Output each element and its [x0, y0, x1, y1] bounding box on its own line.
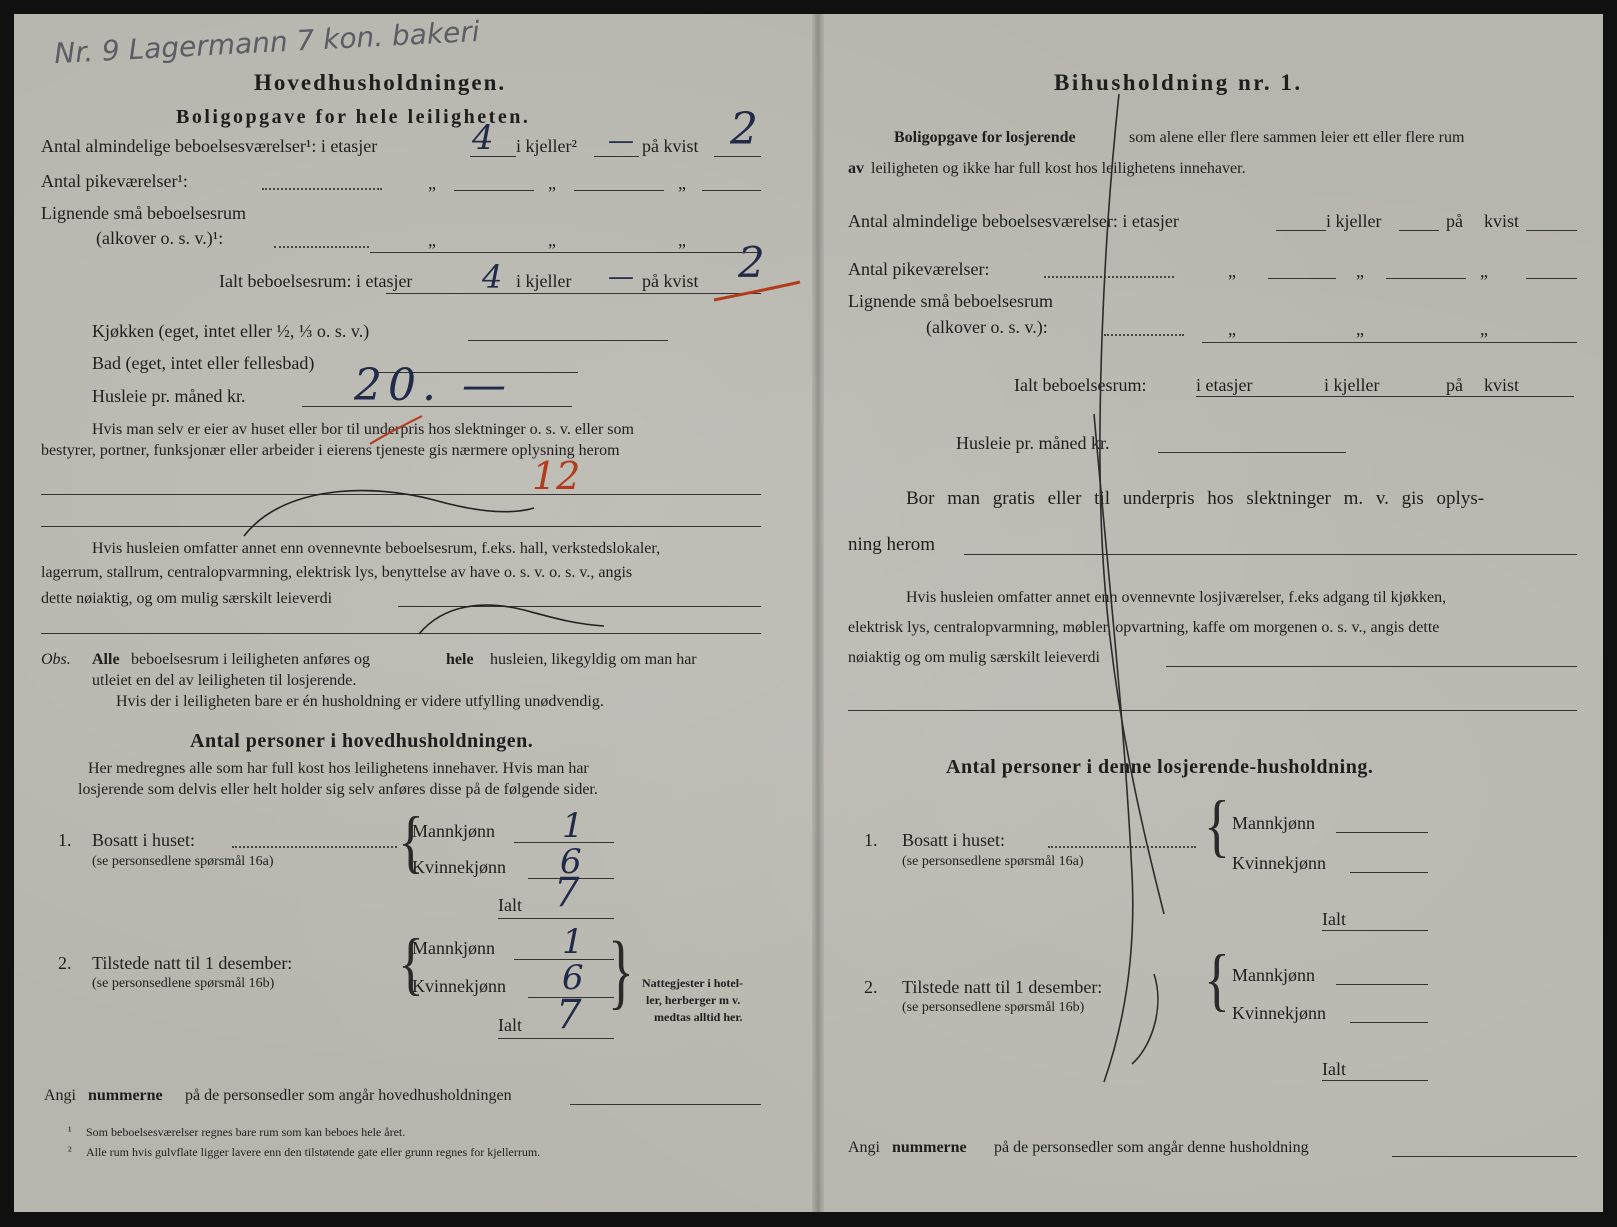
q2-label: Tilstede natt til 1 desember: — [92, 953, 293, 973]
q1-male-value: 1 — [562, 806, 584, 846]
q2-total-value: 7 — [556, 992, 582, 1038]
obs-label: Obs. — [41, 651, 71, 668]
ditto-mark: „ — [1228, 261, 1236, 281]
lodger-q1-brace: { — [1204, 786, 1230, 864]
obs-emphasis-all: Alle — [92, 651, 120, 668]
footnote1-mark: ¹ — [68, 1124, 72, 1138]
obs-text-a: beboelsesrum i leiligheten anføres og — [131, 651, 371, 668]
total-attic-label: på kvist — [642, 271, 699, 291]
q1-brace: { — [398, 802, 424, 880]
ditto-mark: „ — [1228, 319, 1236, 339]
lodger-q1-male-label: Mannkjønn — [1232, 813, 1315, 833]
lodger-q2-brace: { — [1204, 940, 1230, 1018]
guests-note-line2: ler, herberger m v. — [646, 993, 741, 1007]
lodger-total-cellar-label: i kjeller — [1324, 375, 1380, 395]
ditto-mark: „ — [428, 173, 436, 193]
includes-text-line1: Hvis husleien omfatter annet enn ovennevnte beboelsesrum, f.eks. hall, verkstedslokaler, — [92, 540, 661, 557]
lodger-curl-stroke — [1132, 974, 1158, 1064]
handwritten-strokes — [14, 14, 1603, 1212]
persons-text-line1: Her medregnes alle som har full kost hos leilighetens innehaver. Hvis man har — [88, 760, 589, 777]
q1-subnote: (se personsedlene spørsmål 16a) — [92, 854, 274, 869]
q1-female-value: 6 — [560, 842, 582, 882]
lodger-q2-female-label: Kvinnekjønn — [1232, 1003, 1326, 1023]
lodger-includes-line2: elektrisk lys, centralopvarmning, møbler, opvartning, kaffe om morgenen o. s. v., angis dette — [848, 619, 1440, 636]
lodger-rooms-label: Antal almindelige beboelsesværelser: i etasjer — [848, 211, 1179, 231]
guests-note-line3: medtas alltid her. — [654, 1010, 743, 1024]
q1-male-label: Mannkjønn — [412, 821, 495, 841]
q1-total-label: Ialt — [498, 895, 522, 915]
red-annotation-stroke — [370, 416, 422, 444]
obs-emphasis-whole: hele — [446, 651, 474, 668]
q2-subnote: (se personsedlene spørsmål 16b) — [92, 976, 275, 991]
q2-number: 2. — [58, 953, 72, 973]
lodger-intro-line2: leiligheten og ikke har full kost hos leilighetens innehaver. — [871, 160, 1246, 177]
rooms-cellar-value: — — [608, 126, 634, 156]
lodger-total-attic-label2: kvist — [1484, 375, 1520, 395]
owner-text-line2: bestyrer, portner, funksjonær eller arbeider i eierens tjeneste gis nærmere oplysning herom — [41, 442, 620, 459]
includes-text-line3: dette nøiaktig, og om mulig særskilt leieverdi — [41, 590, 333, 607]
rooms-attic-value: 2 — [730, 104, 758, 155]
q2-male-label: Mannkjønn — [412, 938, 495, 958]
lodger-intro-bold: Boligopgave for losjerende — [894, 129, 1076, 146]
numbers-text: på de personsedler som angår hovedhusholdningen — [185, 1087, 512, 1104]
q2-total-label: Ialt — [498, 1015, 522, 1035]
q1-number: 1. — [58, 830, 72, 850]
sub-household-title: Bihusholdning nr. 1. — [1054, 70, 1303, 95]
obs-text-b: husleien, likegyldig om man har — [490, 651, 697, 668]
q1-total-value: 7 — [554, 870, 580, 916]
main-household-title: Hovedhusholdningen. — [254, 70, 507, 95]
guests-brace: { — [608, 924, 634, 1018]
red-correction-stroke — [714, 282, 800, 300]
lodger-alcove-label: (alkover o. s. v.): — [926, 317, 1048, 337]
lodger-numbers-text: på de personsedler som angår denne husholdning — [994, 1139, 1309, 1156]
lodger-total-attic-label: på — [1446, 375, 1463, 395]
ditto-mark: „ — [678, 230, 686, 250]
lodger-q1-female-label: Kvinnekjønn — [1232, 853, 1326, 873]
total-floor-value: 4 — [482, 258, 503, 296]
q1-label: Bosatt i huset: — [92, 830, 195, 850]
footnote2: Alle rum hvis gulvflate ligger lavere enn den tilstøtende gate eller grunn regnes for kjellerrum. — [86, 1145, 541, 1159]
ditto-mark: „ — [1480, 261, 1488, 281]
ditto-mark: „ — [678, 173, 686, 193]
rooms-floor-value: 4 — [472, 118, 494, 158]
lodger-vertical-stroke — [1100, 94, 1164, 914]
q2-female-label: Kvinnekjønn — [412, 976, 506, 996]
footnote2-mark: ² — [68, 1144, 72, 1158]
q2-brace: { — [398, 924, 424, 1002]
lodger-rooms-attic-label2: kvist — [1484, 211, 1520, 231]
persons-text-line2: losjerende som delvis eller helt holder sig selv anføres disse på de følgende sider. — [78, 781, 598, 798]
q2-female-value: 6 — [562, 958, 584, 998]
lodger-free-line2: ning herom — [848, 534, 936, 555]
numbers-emphasis: nummerne — [88, 1087, 163, 1104]
lodger-rooms-cellar-label: i kjeller — [1326, 211, 1382, 231]
lodger-q2-label: Tilstede natt til 1 desember: — [902, 977, 1103, 997]
lodger-numbers-prefix: Angi — [848, 1139, 880, 1156]
lodger-maid-label: Antal pikeværelser: — [848, 259, 990, 279]
lodger-q2-male-label: Mannkjønn — [1232, 965, 1315, 985]
rooms-cellar-label: i kjeller² — [516, 136, 577, 156]
total-attic-value: 2 — [738, 238, 765, 287]
lodger-total-label: Ialt beboelsesrum: — [1014, 375, 1147, 395]
includes-strike-stroke — [419, 605, 604, 634]
guests-note-line1: Nattegjester i hotel- — [642, 976, 744, 990]
rooms-label: Antal almindelige beboelsesværelser¹: i etasjer — [41, 136, 378, 156]
lodger-rooms-attic-label: på — [1446, 211, 1463, 231]
total-cellar-label: i kjeller — [516, 271, 572, 291]
lodger-q1-label: Bosatt i huset: — [902, 830, 1005, 850]
handwritten-archive-note: Nr. 9 Lagermann 7 kon. bakeri — [53, 14, 481, 71]
alcove-label: (alkover o. s. v.)¹: — [96, 228, 224, 248]
ditto-mark: „ — [548, 230, 556, 250]
kitchen-label: Kjøkken (eget, intet eller ½, ⅓ o. s. v.) — [92, 321, 370, 341]
includes-text-line2: lagerrum, stallrum, centralopvarmning, elektrisk lys, benyttelse av have o. s. v. o. s. v., angis — [41, 564, 633, 581]
lodger-q1-number: 1. — [864, 830, 878, 850]
total-cellar-value: — — [608, 262, 634, 292]
ditto-mark: „ — [1480, 319, 1488, 339]
obs-text-line2: utleiet en del av leiligheten til losjerende. — [92, 672, 357, 689]
lodger-q2-total-label: Ialt — [1322, 1059, 1346, 1079]
ditto-mark: „ — [1356, 319, 1364, 339]
total-rooms-label: Ialt beboelsesrum: i etasjer — [219, 271, 413, 291]
lodger-q2-number: 2. — [864, 977, 878, 997]
lodger-q1-subnote: (se personsedlene spørsmål 16a) — [902, 854, 1084, 869]
lodger-rent-label: Husleie pr. måned kr. — [956, 433, 1110, 453]
lodger-numbers-emphasis: nummerne — [892, 1139, 967, 1156]
lodger-includes-line3: nøiaktig og om mulig særskilt leieverdi — [848, 649, 1100, 666]
census-form-sheet — [14, 14, 1603, 1212]
obs-text-line3: Hvis der i leiligheten bare er én husholdning er videre utfylling unødvendig. — [116, 693, 604, 710]
ditto-mark: „ — [1356, 261, 1364, 281]
rent-value: 20. — — [354, 360, 512, 411]
lodger-total-floor-label: i etasjer — [1196, 375, 1253, 395]
lodger-q2-subnote: (se personsedlene spørsmål 16b) — [902, 1000, 1085, 1015]
q2-male-value: 1 — [562, 922, 584, 962]
rent-label: Husleie pr. måned kr. — [92, 386, 246, 406]
lodger-free-line1: Bor man gratis eller til underpris hos slektninger m. v. gis oplys- — [906, 488, 1485, 509]
owner-strike-stroke — [244, 491, 534, 536]
rooms-attic-label: på kvist — [642, 136, 699, 156]
q1-female-label: Kvinnekjønn — [412, 857, 506, 877]
lodger-small-rooms-label: Lignende små beboelsesrum — [848, 291, 1053, 311]
owner-text-line1: Hvis man selv er eier av huset eller bor til underpris hos slektninger o. s. v. eller som — [92, 421, 634, 438]
numbers-prefix: Angi — [44, 1087, 76, 1104]
main-household-subtitle: Boligopgave for hele leiligheten. — [176, 106, 531, 128]
lodger-q1-total-label: Ialt — [1322, 909, 1346, 929]
maid-rooms-label: Antal pikeværelser¹: — [41, 171, 188, 191]
lodger-intro-av: av — [848, 160, 864, 177]
ditto-mark: „ — [428, 230, 436, 250]
footnote1: Som beboelsesværelser regnes bare rum som kan beboes hele året. — [86, 1125, 406, 1139]
small-rooms-label: Lignende små beboelsesrum — [41, 203, 246, 223]
owner-note-value: 12 — [532, 454, 581, 498]
lodger-intro-line1: som alene eller flere sammen leier ett eller flere rum — [1129, 129, 1465, 146]
lodger-persons-title: Antal personer i denne losjerende-husholdning. — [946, 756, 1374, 778]
persons-title: Antal personer i hovedhusholdningen. — [190, 730, 534, 752]
lodger-includes-line1: Hvis husleien omfatter annet enn ovennevnte losjiværelser, f.eks adgang til kjøkken, — [906, 589, 1447, 606]
ditto-mark: „ — [548, 173, 556, 193]
bath-label: Bad (eget, intet eller fellesbad) — [92, 353, 315, 373]
